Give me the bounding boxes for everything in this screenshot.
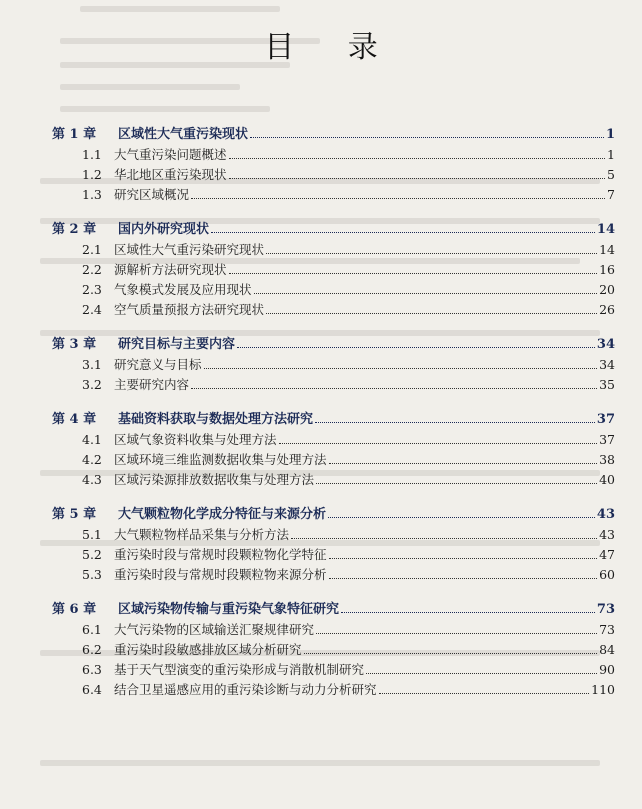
toc-section-entry-page-number: 60 bbox=[599, 567, 615, 582]
toc-section-entry-page-number: 40 bbox=[599, 472, 615, 487]
toc-section-entry[interactable] bbox=[0, 450, 642, 470]
toc-chapter bbox=[0, 125, 642, 205]
toc-chapter-entry-title: 区域污染物传输与重污染气象特征研究 bbox=[118, 602, 340, 617]
toc-section-entry[interactable] bbox=[0, 240, 642, 260]
toc-section-entry-number: 2.1 bbox=[82, 242, 102, 257]
toc-section-entry-page-number: 16 bbox=[599, 262, 615, 277]
toc-section-entry[interactable] bbox=[0, 375, 642, 395]
toc-section-entry-number: 3.1 bbox=[82, 357, 102, 372]
dot-leader bbox=[329, 463, 598, 464]
toc-chapter-entry[interactable] bbox=[0, 335, 642, 355]
toc-section-entry-page-number: 5 bbox=[607, 167, 615, 182]
toc-chapter-entry[interactable] bbox=[0, 220, 642, 240]
dot-leader bbox=[329, 578, 598, 579]
toc-chapter-entry[interactable] bbox=[0, 125, 642, 145]
toc-section-entry-title: 华北地区重污染现状 bbox=[114, 167, 227, 182]
toc-section-entry-number: 6.3 bbox=[82, 662, 102, 677]
toc-chapter-entry-page-number: 73 bbox=[596, 602, 615, 617]
toc-section-entry-title: 区域气象资料收集与处理方法 bbox=[114, 432, 277, 447]
toc-section-entry-page-number: 26 bbox=[599, 302, 615, 317]
toc-section-entry-number: 5.2 bbox=[82, 547, 102, 562]
table-of-contents bbox=[0, 125, 642, 715]
toc-section-entry[interactable] bbox=[0, 260, 642, 280]
toc-section-entry-page-number: 14 bbox=[599, 242, 615, 257]
toc-section-entry[interactable] bbox=[0, 640, 642, 660]
dot-leader bbox=[254, 293, 598, 294]
dot-leader bbox=[211, 232, 595, 233]
toc-section-entry[interactable] bbox=[0, 280, 642, 300]
toc-section-entry-number: 5.1 bbox=[82, 527, 102, 542]
toc-section-entry-number: 2.2 bbox=[82, 262, 102, 277]
toc-chapter-entry[interactable] bbox=[0, 505, 642, 525]
dot-leader bbox=[329, 558, 598, 559]
toc-section-entry-title: 大气颗粒物样品采集与分析方法 bbox=[114, 527, 290, 542]
toc-section-entry-page-number: 35 bbox=[599, 377, 615, 392]
toc-section-entry-title: 区域环境三维监测数据收集与处理方法 bbox=[114, 452, 327, 467]
toc-section-entry-page-number: 34 bbox=[599, 357, 615, 372]
toc-section-entry[interactable] bbox=[0, 355, 642, 375]
toc-section-entry-title: 区域污染源排放数据收集与处理方法 bbox=[114, 472, 315, 487]
dot-leader bbox=[229, 273, 598, 274]
toc-section-entry-title: 结合卫星遥感应用的重污染诊断与动力分析研究 bbox=[114, 682, 377, 697]
dot-leader bbox=[237, 347, 595, 348]
dot-leader bbox=[266, 313, 597, 314]
toc-section-entry[interactable] bbox=[0, 680, 642, 700]
dot-leader bbox=[279, 443, 598, 444]
toc-chapter bbox=[0, 410, 642, 490]
toc-chapter-entry-page-number: 14 bbox=[596, 222, 615, 237]
toc-chapter-entry-title: 研究目标与主要内容 bbox=[118, 337, 236, 352]
toc-section-entry-page-number: 20 bbox=[599, 282, 615, 297]
toc-section-entry[interactable] bbox=[0, 165, 642, 185]
dot-leader bbox=[204, 368, 598, 369]
toc-section-entry-title: 气象模式发展及应用现状 bbox=[114, 282, 252, 297]
toc-section-entry[interactable] bbox=[0, 660, 642, 680]
toc-section-entry-page-number: 110 bbox=[591, 682, 615, 697]
toc-section-entry-page-number: 43 bbox=[599, 527, 615, 542]
toc-section-entry[interactable] bbox=[0, 145, 642, 165]
page-title: 目 录 bbox=[264, 30, 400, 65]
toc-chapter-entry-number: 第 5 章 bbox=[52, 507, 97, 522]
dot-leader bbox=[315, 422, 595, 423]
toc-chapter-entry-title: 国内外研究现状 bbox=[118, 222, 210, 237]
toc-section-entry-number: 6.4 bbox=[82, 682, 102, 697]
toc-section-entry-number: 2.4 bbox=[82, 302, 102, 317]
toc-section-entry-page-number: 73 bbox=[599, 622, 615, 637]
toc-section-entry-number: 1.1 bbox=[82, 147, 102, 162]
toc-chapter-entry-number: 第 3 章 bbox=[52, 337, 97, 352]
toc-chapter-entry-page-number: 1 bbox=[605, 127, 615, 142]
toc-chapter-entry-page-number: 43 bbox=[596, 507, 615, 522]
dot-leader bbox=[328, 517, 595, 518]
dot-leader bbox=[316, 483, 597, 484]
toc-section-entry-number: 6.2 bbox=[82, 642, 102, 657]
toc-section-entry-page-number: 90 bbox=[599, 662, 615, 677]
toc-section-entry[interactable] bbox=[0, 430, 642, 450]
toc-section-entry[interactable] bbox=[0, 525, 642, 545]
toc-section-entry-title: 源解析方法研究现状 bbox=[114, 262, 227, 277]
dot-leader bbox=[291, 538, 597, 539]
toc-chapter-entry-number: 第 1 章 bbox=[52, 127, 97, 142]
toc-section-entry-title: 重污染时段与常规时段颗粒物来源分析 bbox=[114, 567, 327, 582]
toc-section-entry-title: 重污染时段与常规时段颗粒物化学特征 bbox=[114, 547, 327, 562]
toc-chapter bbox=[0, 335, 642, 395]
toc-chapter-entry-title: 基础资料获取与数据处理方法研究 bbox=[118, 412, 314, 427]
toc-section-entry-number: 5.3 bbox=[82, 567, 102, 582]
toc-chapter-entry-title: 大气颗粒物化学成分特征与来源分析 bbox=[118, 507, 327, 522]
toc-section-entry-page-number: 47 bbox=[599, 547, 615, 562]
toc-section-entry[interactable] bbox=[0, 565, 642, 585]
toc-section-entry[interactable] bbox=[0, 545, 642, 565]
toc-section-entry-number: 6.1 bbox=[82, 622, 102, 637]
toc-section-entry-title: 区域性大气重污染研究现状 bbox=[114, 242, 265, 257]
toc-section-entry-number: 4.2 bbox=[82, 452, 102, 467]
dot-leader bbox=[266, 253, 597, 254]
toc-section-entry-title: 大气污染物的区域输送汇聚规律研究 bbox=[114, 622, 315, 637]
dot-leader bbox=[229, 158, 606, 159]
toc-chapter-entry[interactable] bbox=[0, 600, 642, 620]
toc-section-entry-title: 空气质量预报方法研究现状 bbox=[114, 302, 265, 317]
toc-chapter-entry[interactable] bbox=[0, 410, 642, 430]
toc-section-entry-page-number: 84 bbox=[599, 642, 615, 657]
toc-chapter bbox=[0, 505, 642, 585]
toc-section-entry-number: 4.1 bbox=[82, 432, 102, 447]
dot-leader bbox=[304, 653, 598, 654]
dot-leader bbox=[250, 137, 604, 138]
toc-section-entry-title: 大气重污染问题概述 bbox=[114, 147, 227, 162]
toc-section-entry-title: 基于天气型演变的重污染形成与消散机制研究 bbox=[114, 662, 365, 677]
toc-section-entry-number: 1.2 bbox=[82, 167, 102, 182]
dot-leader bbox=[341, 612, 595, 613]
toc-section-entry[interactable] bbox=[0, 300, 642, 320]
toc-chapter-entry-page-number: 34 bbox=[596, 337, 615, 352]
toc-section-entry-page-number: 7 bbox=[607, 187, 615, 202]
toc-section-entry-title: 研究区域概况 bbox=[114, 187, 190, 202]
dot-leader bbox=[191, 198, 605, 199]
dot-leader bbox=[366, 673, 597, 674]
toc-section-entry-number: 3.2 bbox=[82, 377, 102, 392]
toc-chapter-entry-number: 第 2 章 bbox=[52, 222, 97, 237]
toc-section-entry-title: 重污染时段敏感排放区域分析研究 bbox=[114, 642, 302, 657]
toc-section-entry-page-number: 37 bbox=[599, 432, 615, 447]
toc-chapter-entry-page-number: 37 bbox=[596, 412, 615, 427]
toc-section-entry-page-number: 1 bbox=[607, 147, 615, 162]
toc-chapter-entry-title: 区域性大气重污染现状 bbox=[118, 127, 249, 142]
dot-leader bbox=[379, 693, 590, 694]
toc-chapter-entry-number: 第 6 章 bbox=[52, 602, 97, 617]
toc-section-entry-number: 1.3 bbox=[82, 187, 102, 202]
dot-leader bbox=[229, 178, 606, 179]
dot-leader bbox=[191, 388, 597, 389]
toc-chapter bbox=[0, 220, 642, 320]
toc-section-entry[interactable] bbox=[0, 470, 642, 490]
toc-section-entry[interactable] bbox=[0, 620, 642, 640]
toc-section-entry[interactable] bbox=[0, 185, 642, 205]
toc-section-entry-number: 4.3 bbox=[82, 472, 102, 487]
toc-section-entry-title: 主要研究内容 bbox=[114, 377, 190, 392]
toc-chapter bbox=[0, 600, 642, 700]
dot-leader bbox=[316, 633, 597, 634]
toc-section-entry-title: 研究意义与目标 bbox=[114, 357, 202, 372]
toc-chapter-entry-number: 第 4 章 bbox=[52, 412, 97, 427]
toc-section-entry-number: 2.3 bbox=[82, 282, 102, 297]
toc-section-entry-page-number: 38 bbox=[599, 452, 615, 467]
